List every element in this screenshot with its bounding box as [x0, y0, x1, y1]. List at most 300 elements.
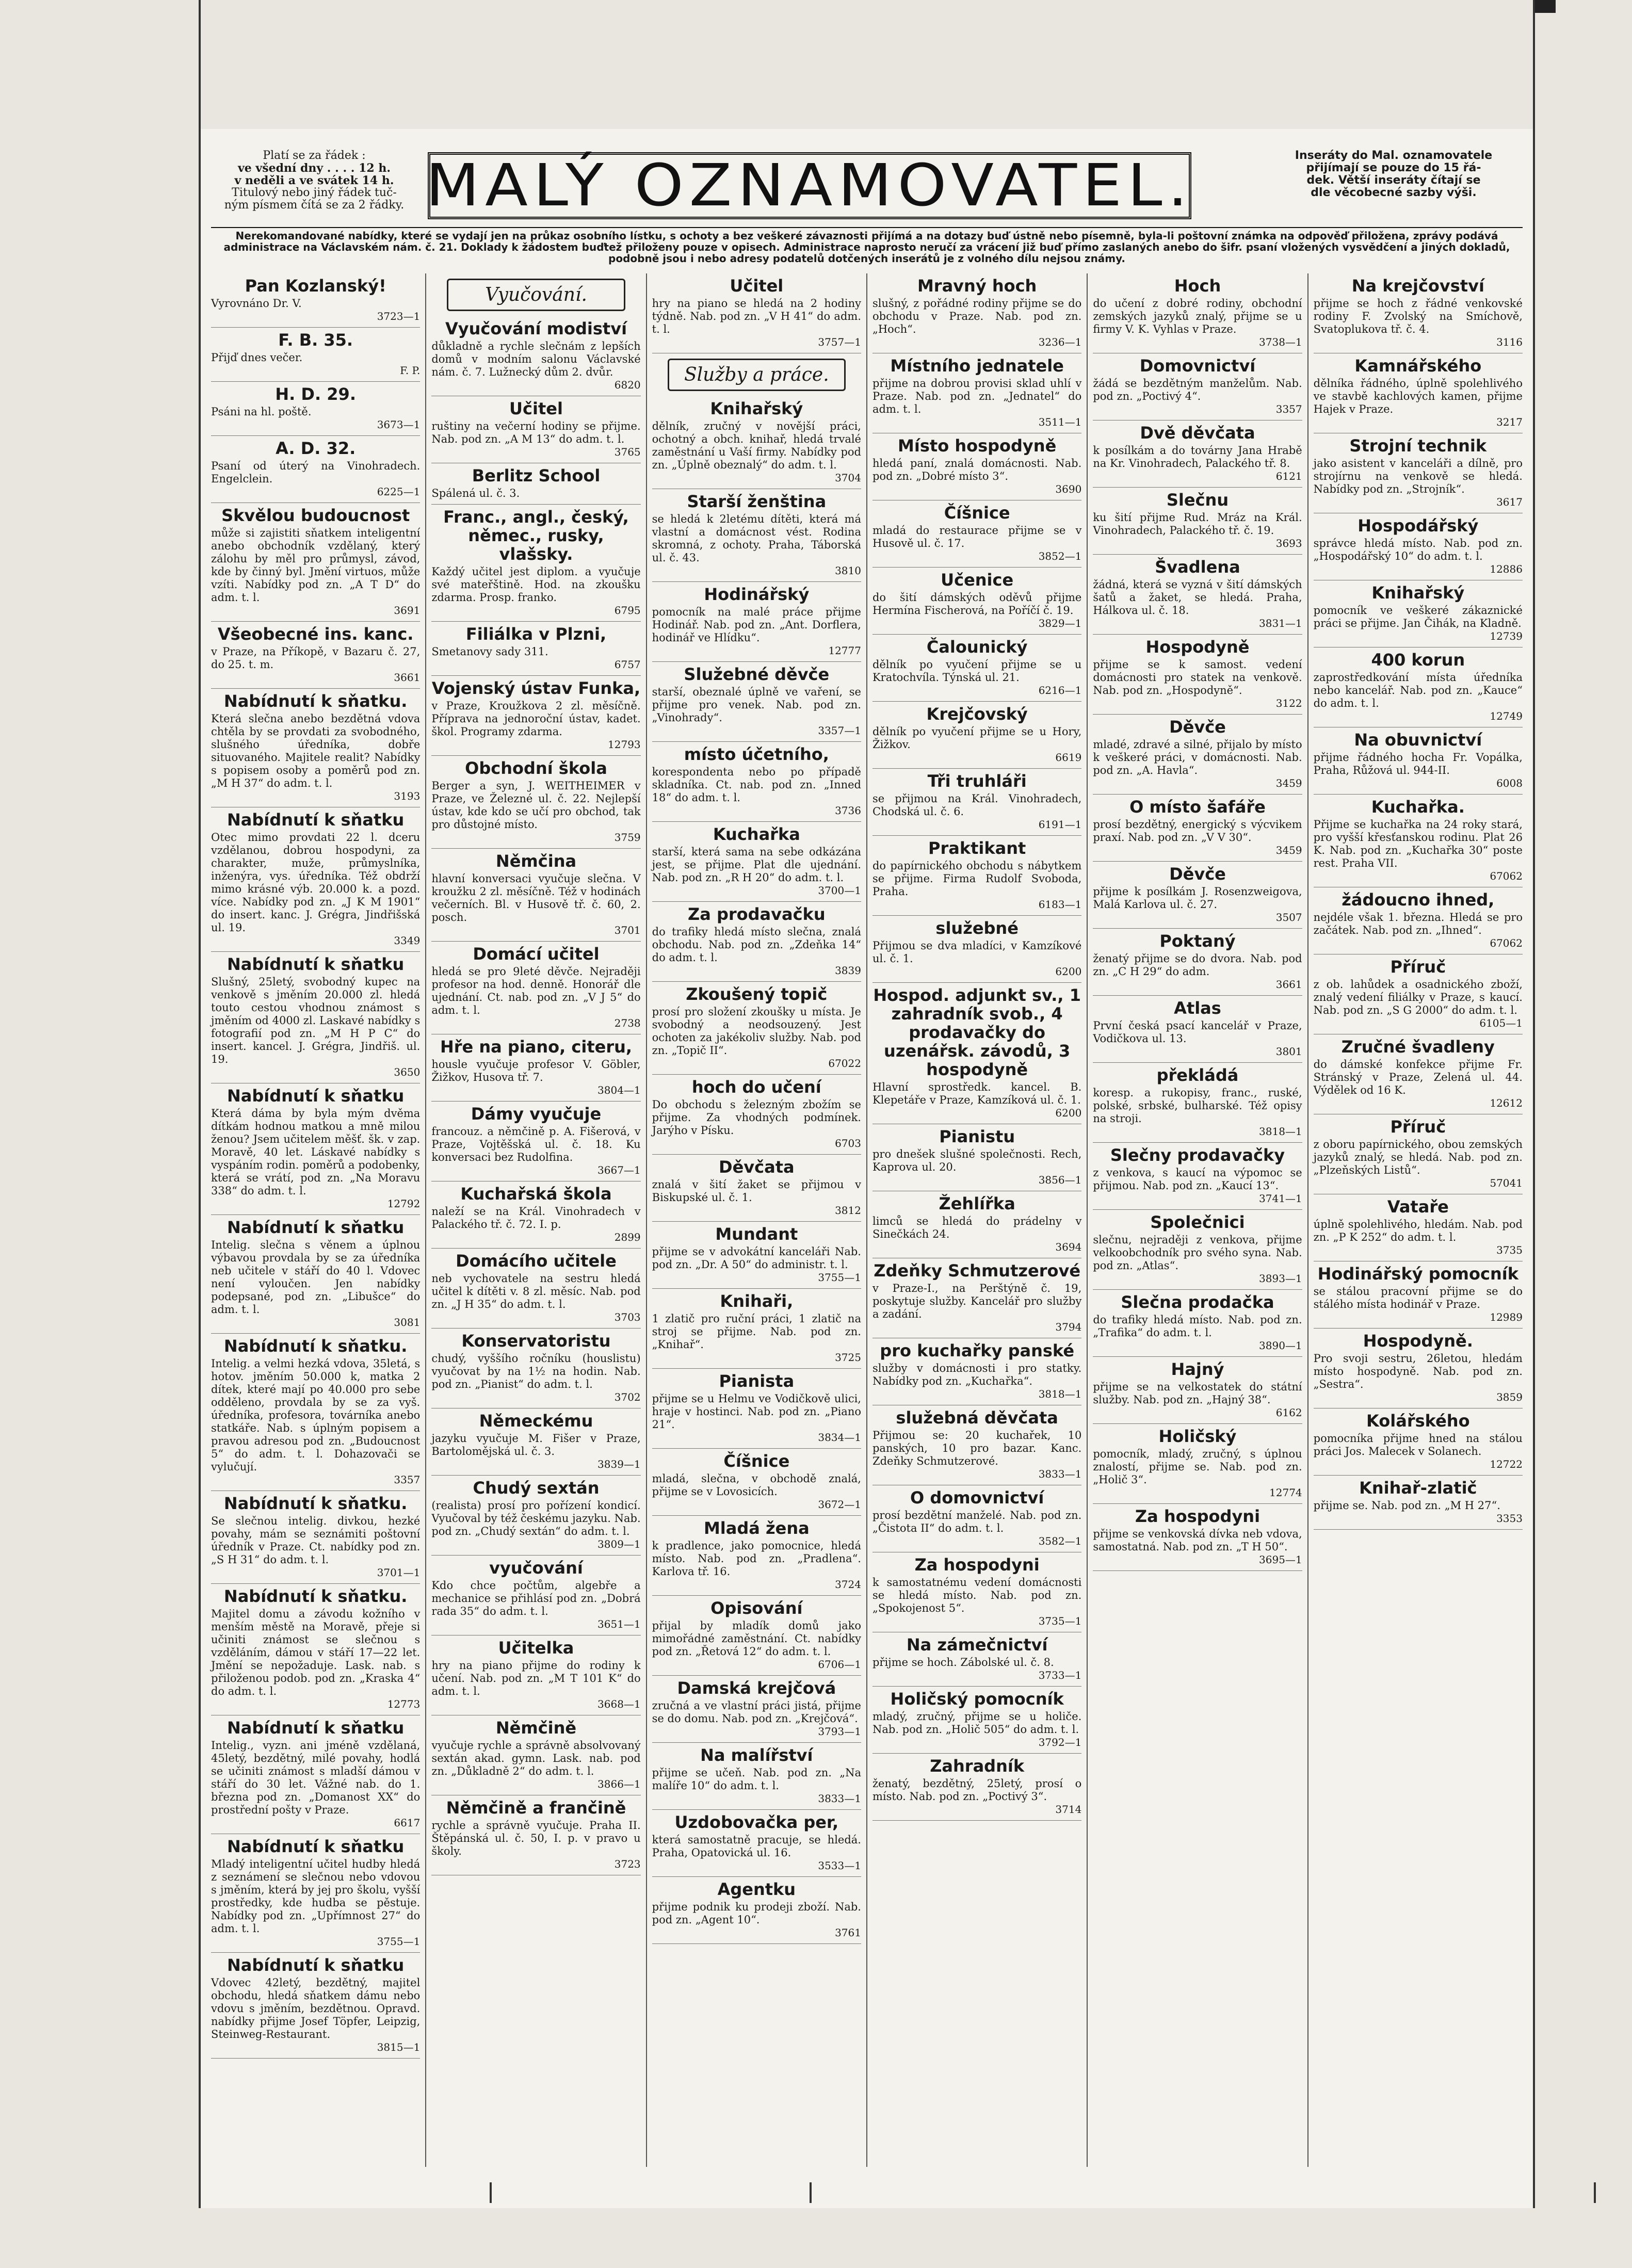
classified-ad [872, 353, 1081, 433]
ad-reference-number: 3818—1 [1259, 1125, 1302, 1138]
ad-heading: Slečna prodačka [1121, 1292, 1274, 1312]
page-title-box [428, 152, 1191, 219]
ad-body: Pro svoji sestru, 26letou, hledám místo hospodyně. Nab. pod zn. „Sestra“. [1313, 1352, 1523, 1390]
classified-ad [652, 489, 861, 582]
ad-heading: Kolářského [1366, 1411, 1470, 1431]
ad-reference-number: 3511—1 [1038, 416, 1082, 428]
ad-reference-number: 3738—1 [1259, 336, 1302, 348]
ad-reference-number: 3723—1 [377, 310, 421, 322]
classified-ad [1314, 273, 1523, 353]
ad-reference-number: 6191—1 [1038, 818, 1082, 831]
ad-body: zručná a ve vlastní práci jistá, přijme se do domu. Nab. pod zn. „Krejčová“. [652, 1699, 861, 1725]
ad-heading: Společnici [1150, 1212, 1245, 1232]
classified-ad [652, 273, 861, 353]
ad-heading: Žehlířka [939, 1194, 1015, 1213]
ad-heading: Zručné švadleny [1341, 1037, 1495, 1057]
ad-heading: vyučování [489, 1558, 583, 1578]
classified-ad [1093, 555, 1302, 635]
ad-body: žádná, která se vyzná v šití dámských šatů a žaket, se hledá. Praha, Hálkova ul. č. 18. [1093, 578, 1302, 617]
classified-ad [652, 1877, 861, 1944]
ad-reference-number: 3810 [835, 564, 861, 577]
ad-body: Intelig., vyzn. ani jméně vzdělaná, 45letý, bezdětný, milé povahy, hodlá se učiniti známost s mladší dámou v stáří do 30 let. Vážné nab. do 1. března pod zn. „Domanost XX“ do prostřední pošty v Praze. [211, 1739, 421, 1816]
classified-ad [1093, 273, 1302, 353]
ad-body: se stálou pracovní přijme se do stálého místa hodinář v Praze. [1313, 1285, 1523, 1310]
ad-heading: Nabídnutí k sňatku [227, 810, 405, 830]
ad-body: do učení z dobré rodiny, obchodní zemských jazyků znalý, přijme se u firmy V. K. Vyhlas v Praze. [1093, 297, 1302, 335]
scan-tick [1594, 2182, 1596, 2203]
ad-heading: Franc., angl., český, němec., rusky, vlašsky. [443, 507, 629, 564]
classified-ad [652, 396, 861, 489]
ad-reference-number: 6706—1 [818, 1658, 861, 1671]
column-2 [426, 273, 647, 2167]
ad-heading: Mladá žena [703, 1518, 810, 1538]
classified-ad [872, 983, 1081, 1124]
classified-ad [1093, 862, 1302, 929]
ad-reference-number: 6121 [1275, 470, 1302, 482]
ad-body: koresp. a rukopisy, franc., ruské, polské, srbské, bulharské. Též opisy na stroji. [1093, 1087, 1302, 1125]
ad-heading: Učenice [941, 570, 1014, 590]
classified-ad [872, 1124, 1081, 1191]
ad-reference-number: 3695—1 [1259, 1553, 1302, 1566]
ad-heading: Na obuvnictví [1354, 730, 1482, 750]
classified-ad [1093, 488, 1302, 555]
ad-reference-number: 12886 [1490, 563, 1523, 575]
ad-body: slečnu, nejraději z venkova, přijme velkoobchodník pro svého syna. Nab. pod zn. „Atlas“. [1093, 1234, 1302, 1272]
ad-reference-number: 12773 [387, 1698, 421, 1710]
ad-heading: Nabídnutí k sňatku [227, 1718, 405, 1738]
ad-heading: Čalounický [926, 637, 1028, 657]
classified-ad [431, 396, 640, 463]
ad-body: housle vyučuje profesor V. Göbler, Žižkov, Husova tř. 7. [431, 1058, 641, 1083]
classified-ad [211, 273, 420, 328]
classified-ad [872, 769, 1081, 836]
ad-heading: Učitel [730, 276, 784, 296]
classified-ad [1314, 954, 1523, 1034]
ad-body: k pradlence, jako pomocnice, hledá místo. Nab. pod zn. „Pradlena“. Karlova tř. 16. [652, 1540, 861, 1578]
ad-heading: Švadlena [1155, 557, 1240, 577]
ad-reference-number: 3704 [835, 472, 861, 484]
ad-body: zaprostředkování místa úředníka nebo kancelář. Nab. pod zn. „Kauce“ do adm. t. l. [1313, 671, 1523, 709]
ad-body: hledá se pro 9leté děvče. Nejraději profesor na hod. denně. Honorář dle ujednání. Ct. nab. pod zn. „V J 5“ do adm. t. l. [431, 965, 641, 1016]
ad-heading: Agentku [717, 1880, 796, 1899]
ad-body: Spálená ul. č. 3. [431, 487, 520, 499]
ad-body: znalá v šití žaket se přijmou v Biskupské ul. č. 1. [652, 1178, 861, 1204]
ad-heading: Příruč [1390, 1117, 1446, 1137]
ad-reference-number: 67062 [1490, 870, 1523, 882]
ad-heading: Nabídnutí k sňatku. [223, 1586, 408, 1606]
ad-body: Přijme se kuchařka na 24 roky stará, pro vyšší křesťanskou rodinu. Plat 26 K. Nab. pod zn. „Kuchařka 30“ poste rest. Praha VII. [1313, 818, 1523, 869]
ad-heading: Filiálka v Plzni, [465, 624, 607, 644]
ad-heading: Slečny prodavačky [1110, 1145, 1285, 1165]
ad-body: Slušný, 25letý, svobodný kupec na venkově s jměním 20.000 zl. hledá touto cestou vhodnou známost s jměním od 4000 zl. Laskavé nabídky s fotografií pod zn. „M H P C“ do insert. kancel. J. Grégra, Jindřiš. ul. 19. [211, 976, 421, 1065]
ad-body: důkladně a rychle slečnám z lepších domů v modním salonu Václavské nám. č. 7. Lužnecký dům 2. dvůr. [431, 340, 641, 378]
ad-reference-number: 6162 [1275, 1406, 1302, 1419]
ad-heading: Místo hospodyně [898, 436, 1057, 456]
ad-reference-number: 3815—1 [377, 2041, 421, 2053]
ad-reference-number: 3801 [1275, 1045, 1302, 1058]
ad-reference-number: 6703 [835, 1137, 861, 1149]
ad-body: služby v domácnosti i pro statky. Nabídky pod zn. „Kuchařka“. [872, 1362, 1082, 1387]
ad-body: nejdéle však 1. března. Hledá se pro začátek. Nab. pod zn. „Ihned“. [1313, 911, 1523, 936]
ad-reference-number: 6200 [1055, 1107, 1082, 1119]
newspaper-page [199, 129, 1535, 2208]
ad-body: do dámské konfekce přijme Fr. Stránský v Praze, Zelená ul. 44. Výdělek od 16 K. [1313, 1058, 1523, 1096]
classified-ad [1093, 929, 1302, 996]
ad-body: hlavní konversaci vyučuje slečna. V kroužku 2 zl. měsíčně. Též v hodinách večerních. Bl. v Husově tř. č. 60, 2. posch. [431, 872, 641, 924]
classified-ad [211, 1715, 420, 1834]
ad-body: jako asistent v kanceláři a dílně, pro strojírnu na venkově se hledá. Nabídky pod zn. „Strojník“. [1313, 457, 1523, 495]
ad-body: Otec mimo provdati 22 l. dceru vzdělanou, dobrou hospodyni, za charakter, muže, průmyslníka, inženýra, vys. úředníka. Též obdrží mimo krásné výb. 20.000 k. a pozd. více. Nabídky pod zn. „J K M 1901“ do insert. kanc. J. Grégra, Jindřišská ul. 19. [211, 831, 421, 934]
ad-reference-number: 3691 [394, 604, 421, 617]
ad-body: Která dáma by byla mým dvěma dítkám hodnou matkou a mně milou ženou? Jsem učitelem měšť. šk. v zap. Moravě, 40 let. Láskavé nabídky s vyspáním rodin. poměrů a podobenky, která se vrátí, pod zn. „Na Moravu 338“ do adm. t. l. [211, 1107, 421, 1197]
classified-ad [872, 1258, 1081, 1338]
ad-reference-number: 6105—1 [1479, 1017, 1523, 1029]
classified-ad [652, 1743, 861, 1810]
classified-ad [652, 662, 861, 742]
ad-body: přijme k posílkám J. Rosenzweigova, Malá Karlova ul. č. 27. [1093, 885, 1302, 911]
classified-ad [872, 836, 1081, 916]
ad-body: Intelig. slečna s věnem a úplnou výbavou provdala by se za úředníka neb učitele v stáří do 40 l. Vdovec není vyloučen. Jen nabídky podepsané, pod zn. „Libušce“ do adm. t. l. [211, 1239, 421, 1316]
pricing-line: v neděli a ve svátek 14 h. [234, 174, 394, 187]
ad-body: přijme se v advokátní kanceláři Nab. pod zn. „Dr. A 50“ do administr. t. l. [652, 1245, 861, 1271]
section-heading: Služby a práce. [668, 359, 846, 391]
classified-ad [431, 1408, 640, 1476]
column-6 [1308, 273, 1528, 2167]
ad-reference-number: 3703 [614, 1311, 641, 1323]
ad-body: k samostatnému vedení domácnosti se hledá místo. Nab. pod zn. „Spokojenost 5“. [872, 1576, 1082, 1614]
ad-body: ženatý přijme se do dvora. Nab. pod zn. „C H 29“ do adm. [1093, 952, 1302, 978]
classified-ad [1314, 1114, 1523, 1194]
ad-reference-number: 3122 [1275, 697, 1302, 709]
classified-ad [431, 505, 640, 622]
ad-heading: Služebné děvče [684, 665, 830, 684]
classified-ad [872, 273, 1081, 353]
classified-ad [431, 1556, 640, 1635]
ad-body: přijme se hoch. Zábolské ul. č. 8. [872, 1656, 1054, 1668]
classified-ad [872, 1191, 1081, 1258]
classified-ad [1093, 1290, 1302, 1357]
ad-reference-number: 3661 [394, 671, 421, 684]
ad-heading: Číšnice [723, 1451, 790, 1471]
ad-heading: Pianistu [939, 1127, 1015, 1146]
classified-ad [431, 756, 640, 849]
classified-ad [431, 1635, 640, 1715]
ad-reference-number: 6820 [614, 379, 641, 391]
classified-ad [1093, 1424, 1302, 1504]
ad-body: v Praze, na Příkopě, v Bazaru č. 27, do 25. t. m. [211, 645, 421, 671]
ad-body: Majitel domu a závodu kožního v menším městě na Moravě, přeje si učiniti známost se slečnou s vzděláním, dámou v stáří 17—22 let. Jmění se nepožaduje. Lask. nab. s přiloženou podob. pod zn. „Kraska 4“ do adm. t. l. [211, 1608, 421, 1697]
ad-body: hledá paní, znalá domácnosti. Nab. pod zn. „Dobré místo 3“. [872, 457, 1082, 482]
administration-note: Nerekomandované nabídky, které se vydají jen na průkaz osobního lístku, s ochoty a bez veškeré závaznosti přijímá a na dotazy buď ústně nebo písemně, byla-li poštovní známka na odpověď přiložena, zprávy podává administrace na Václavském nám. č. 21. Doklady k žádostem buďtež přiloženy pouze v opisech. Administrace naprosto neručí za vrácení již buď přímo zaslaných anebo do šifr. psaní vložených vysvědčení a jiných dokladů, podobně jsou i nebo adresy podatelů dotčených inserátů je z volného dílu nejsou známy. [211, 227, 1523, 264]
ad-reference-number: 3818—1 [1038, 1388, 1082, 1400]
ad-body: Mladý inteligentní učitel hudby hledá z seznámení se slečnou nebo vdovou s jměním, která by jej pro školu, vyšší prostředky, kde hudba se pěstuje. Nabídky pod zn. „Upřímnost 27“ do adm. t. l. [211, 1858, 421, 1935]
classified-ad [652, 1676, 861, 1743]
ad-body: do trafiky hledá místo slečna, znalá obchodu. Nab. pod zn. „Zdeňka 14“ do adm. t. l. [652, 926, 861, 964]
ad-reference-number: 3794 [1055, 1321, 1082, 1333]
ad-body: do papírnického obchodu s nábytkem se přijme. Firma Rudolf Svoboda, Praha. [872, 860, 1082, 898]
classified-ad [652, 1810, 861, 1877]
ad-body: Přijmou se dva mladíci, v Kamzíkové ul. č. 1. [872, 939, 1082, 965]
classified-ad [1093, 1504, 1302, 1571]
classified-ad [652, 1449, 861, 1516]
ad-reference-number: 3741—1 [1259, 1192, 1302, 1205]
ad-body: přijme se. Nab. pod zn. „M H 27“. [1313, 1499, 1500, 1512]
classified-ad [652, 1289, 861, 1369]
ad-reference-number: F. P. [400, 364, 421, 377]
ad-heading: žádoucno ihned, [1342, 890, 1495, 910]
ad-body: se hledá k 2letému dítěti, která má vlastní a domácnost vést. Rodina skromná, z ochoty. Praha, Táborská ul. č. 43. [652, 513, 861, 564]
pricing-line: ným písmem čítá se za 2 řádky. [224, 199, 405, 212]
ad-heading: Holičský [1158, 1427, 1237, 1446]
ad-heading: Nabídnutí k sňatku [227, 1218, 405, 1237]
ad-reference-number: 3236—1 [1038, 336, 1082, 348]
ad-heading: Hajný [1171, 1359, 1224, 1379]
ad-reference-number: 3582—1 [1038, 1535, 1082, 1547]
ad-heading: Pan Kozlanský! [245, 276, 386, 296]
ad-body: v Praze, Kroužkova 2 zl. měsíčně. Příprava na jednoroční ústav, kadet. škol. Programy zdarma. [431, 700, 641, 738]
ad-body: limců se hledá do prádelny v Sinečkách 24. [872, 1215, 1082, 1240]
ad-reference-number: 6617 [394, 1817, 421, 1829]
ad-reference-number: 12777 [828, 644, 861, 657]
ad-heading: Slečnu [1166, 490, 1229, 510]
ad-reference-number: 3701—1 [377, 1566, 421, 1579]
ad-body: dělník, zručný v novější práci, ochotný a obch. knihař, hledá trvalé zaměstnání u Vaší firmy. Nabídky pod zn. „Úplně obeznalý“ do adm. t. l. [652, 420, 861, 471]
ad-body: Psáni na hl. poště. [211, 406, 312, 418]
ad-body: přijme se k samost. vedení domácnosti pro statek na venkově. Nab. pod zn. „Hospodyně“. [1093, 658, 1302, 696]
ad-reference-number: 3804—1 [597, 1084, 641, 1096]
ad-body: z ob. lahůdek a osadnického zboží, znalý vedení filiálky v Praze, s kaucí. Nab. pod zn. „S G 2000“ do adm. t. l. [1313, 978, 1523, 1016]
ad-reference-number: 3890—1 [1259, 1339, 1302, 1352]
ad-body: k posílkám a do továrny Jana Hrabě na Kr. Vinohradech, Palackého tř. 8. [1093, 444, 1302, 469]
ad-heading: Knihařský [1371, 583, 1465, 603]
classified-ad [1314, 1476, 1523, 1530]
ad-heading: Nabídnutí k sňatku. [223, 1336, 408, 1356]
ad-heading: Hodinářský [704, 585, 810, 604]
ad-heading: Damská krejčová [677, 1678, 836, 1698]
ad-heading: Kuchařská škola [460, 1184, 612, 1204]
ad-heading: Tři truhláři [927, 771, 1027, 791]
ad-reference-number: 3617 [1496, 496, 1523, 508]
ad-body: úplně spolehlivého, hledám. Nab. pod zn. „P K 252“ do adm. t. l. [1313, 1218, 1523, 1243]
ad-reference-number: 3839—1 [597, 1458, 641, 1470]
ad-body: do šití dámských oděvů přijme Hermína Fischerová, na Poříčí č. 19. [872, 591, 1082, 617]
classified-ad [1314, 887, 1523, 954]
classified-ad [431, 1795, 640, 1875]
ad-body: prosí bezdětní manželé. Nab. pod zn. „Čistota II“ do adm. t. l. [872, 1509, 1082, 1534]
classified-ad [211, 1215, 420, 1334]
ad-reference-number: 6757 [614, 658, 641, 671]
ad-body: Vyrovnáno Dr. V. [211, 297, 302, 310]
classified-ad [652, 1075, 861, 1155]
ad-reference-number: 67062 [1490, 937, 1523, 949]
ad-heading: Hospodyně. [1363, 1331, 1473, 1351]
ad-heading: Němčina [495, 851, 577, 871]
ad-heading: Dvě děvčata [1140, 423, 1255, 443]
ad-reference-number: 3831—1 [1259, 617, 1302, 629]
ad-body: Do obchodu s železným zbožím se přijme. Za vhodných podmínek. Jarýho v Písku. [652, 1098, 861, 1137]
ad-heading: Za hospodyni [914, 1555, 1040, 1575]
pricing-line: Titulový nebo jiný řádek tuč- [232, 186, 397, 199]
classified-ad [211, 1334, 420, 1491]
ad-heading: Nabídnutí k sňatku. [223, 1494, 408, 1513]
ad-body: Každý učitel jest diplom. a vyučuje své mateřštině. Hod. na zkoušku zdarma. Prosp. franko. [431, 565, 641, 604]
classified-ad [431, 1249, 640, 1329]
ad-body: mladá, slečna, v obchodě znalá, přijme se v Lovosicích. [652, 1472, 861, 1498]
ad-reference-number: 3357 [1275, 403, 1302, 415]
ad-heading: Na zámečnictví [906, 1635, 1048, 1655]
ad-reference-number: 3759 [614, 831, 641, 844]
ad-heading: Kamnářského [1354, 356, 1482, 376]
ad-body: Která slečna anebo bezdětná vdova chtěla by se provdati za svobodného, slušného úředníka, dobře situovaného. Majitele realit? Nabídky s popisem osoby a poměrů pod zn. „M H 37“ do adm. t. l. [211, 712, 421, 789]
classified-columns [206, 273, 1528, 2167]
classified-ad [1314, 795, 1523, 887]
ad-heading: Nabídnutí k sňatku. [223, 691, 408, 711]
ad-body: Psaní od úterý na Vinohradech. Engelclein. [211, 460, 421, 485]
ad-reference-number: 3793—1 [818, 1725, 861, 1738]
ad-heading: Kuchařka. [1371, 797, 1465, 817]
ad-heading: Vojenský ústav Funka, [431, 678, 641, 698]
classified-ad [872, 916, 1081, 983]
ad-reference-number: 12739 [1490, 630, 1523, 642]
ad-body: do trafiky hledá místo. Nab. pod zn. „Trafika“ do adm. t. l. [1093, 1314, 1302, 1339]
classified-ad [872, 1632, 1081, 1687]
ad-reference-number: 3757—1 [818, 336, 861, 348]
ad-heading: Konservatoristu [461, 1331, 611, 1351]
ad-body: chudý, vyššího ročníku (houslistu) vyučovat by na 1½ na hodin. Nab. pod zn. „Pianist“ do adm. t. l. [431, 1352, 641, 1390]
classified-ad [1314, 353, 1523, 433]
ad-reference-number: 12749 [1490, 710, 1523, 722]
classified-ad [1314, 433, 1523, 513]
ad-heading: Poktaný [1159, 931, 1236, 951]
ad-body: Intelig. a velmi hezká vdova, 35letá, s hotov. jměním 50.000 k, matka 2 dítek, které mají po 40.000 pro sebe odděleno, provdala by se za vyš. úředníka, profesora, továrníka anebo statkáře. Nab. s úplným popisem a pravou adresou pod zn. „Budoucnost 5“ do adm. t. l. Dohazovači se vylučují. [211, 1357, 421, 1473]
ad-body: dělník po vyučení přijme se u Kratochvíla. Týnská ul. 21. [872, 658, 1082, 684]
ad-body: Hlavní sprostředk. kancel. B. Klepetáře v Praze, Kamzíková ul. č. 1. [872, 1081, 1082, 1106]
ad-body: pomocník, mladý, zručný, s úplnou znalostí, přijme se. Nab. pod zn. „Holič 3“. [1093, 1448, 1302, 1486]
ad-heading: Na krejčovství [1351, 276, 1484, 296]
ad-reference-number: 3673—1 [377, 418, 421, 431]
section-heading: Vyučování. [447, 279, 625, 311]
ad-reference-number: 3735—1 [1038, 1615, 1082, 1627]
ad-body: přijme se hoch z řádné venkovské rodiny F. Zvolský na Smíchově, Svatoplukova tř. č. 4. [1313, 297, 1523, 335]
ad-heading: Dámy vyučuje [471, 1104, 602, 1124]
rule-line: dle věcobecné sazby výši. [1311, 186, 1477, 199]
ad-heading: Krejčovský [926, 704, 1028, 724]
ad-heading: Hoch [1174, 276, 1221, 296]
classified-ad [431, 1034, 640, 1101]
ad-body: neb vychovatele na sestru hledá učitel k dítěti v. 8 zl. měsíc. Nab. pod zn. „J H 35“ do adm. t. l. [431, 1272, 641, 1310]
ad-reference-number: 3735 [1496, 1244, 1523, 1256]
classified-ad [1093, 420, 1302, 488]
ad-reference-number: 3829—1 [1038, 617, 1082, 629]
column-5 [1088, 273, 1308, 2167]
classified-ad [431, 1181, 640, 1249]
ad-reference-number: 3672—1 [818, 1498, 861, 1511]
ad-reference-number: 3217 [1496, 416, 1523, 428]
classified-ad [211, 1953, 420, 2059]
ad-heading: Nabídnutí k sňatku [227, 1955, 405, 1975]
ad-heading: Pianista [719, 1371, 795, 1391]
classified-ad [211, 436, 420, 503]
classified-ad [652, 1369, 861, 1449]
ad-heading: Hospod. adjunkt sv., 1 zahradník svob., 4 prodavačky do uzenářsk. závodů, 3 hospodyně [873, 985, 1081, 1079]
ad-reference-number: 12774 [1269, 1486, 1302, 1499]
classified-ad [431, 1329, 640, 1408]
ad-body: prosí pro složení zkoušky u místa. Je svobodný a neodsouzený. Jest ochoten za jakékoliv služby. Nab. pod zn. „Topič II“. [652, 1006, 861, 1057]
ad-heading: Mravný hoch [917, 276, 1037, 296]
ad-reference-number: 3650 [394, 1066, 421, 1078]
ad-reference-number: 6216—1 [1038, 684, 1082, 696]
ad-reference-number: 3459 [1275, 844, 1302, 856]
ad-reference-number: 3725 [835, 1351, 861, 1364]
ad-body: správce hledá místo. Nab. pod zn. „Hospodářský 10“ do adm. t. l. [1313, 537, 1523, 562]
classified-ad [431, 849, 640, 942]
ad-reference-number: 3667—1 [597, 1164, 641, 1176]
ad-heading: Místního jednatele [890, 356, 1064, 376]
classified-ad [211, 689, 420, 807]
ad-heading: Příruč [1390, 957, 1446, 977]
ad-body: hry na piano se hledá na 2 hodiny týdně. Nab. pod zn. „V H 41“ do adm. t. l. [652, 297, 861, 335]
classified-ad [1314, 580, 1523, 647]
ad-body: naleží se na Král. Vinohradech v Palackého tř. č. 72. I. p. [431, 1205, 641, 1230]
ad-body: pomocníka přijme hned na stálou práci Jos. Malecek v Solanech. [1313, 1432, 1523, 1457]
ad-heading: Strojní technik [1349, 436, 1487, 456]
ad-body: prosí bezdětný, energický s výcvikem praxí. Nab. pod zn. „V V 30“. [1093, 818, 1302, 844]
ad-reference-number: 3651—1 [597, 1618, 641, 1630]
ad-body: z venkova, s kaucí na výpomoc se přijmou. Nab. pod zn. „Kaucí 13“. [1093, 1167, 1302, 1192]
classified-ad [652, 1596, 861, 1676]
column-4 [867, 273, 1088, 2167]
ad-reference-number: 3833—1 [1038, 1468, 1082, 1480]
pricing-box [211, 150, 417, 227]
ad-heading: Kuchařka [713, 824, 800, 844]
ad-body: mladý, zručný, přijme se u holiče. Nab. pod zn. „Holič 505“ do adm. t. l. [872, 1710, 1082, 1736]
ad-reference-number: 3193 [394, 790, 421, 802]
classified-ad [431, 1476, 640, 1556]
ad-reference-number: 6225—1 [377, 485, 421, 498]
ad-heading: Opisování [710, 1598, 803, 1618]
classified-ad [1314, 1034, 1523, 1114]
classified-ad [211, 952, 420, 1083]
rule-line: dek. Větší inseráty čítají se [1306, 174, 1481, 187]
ad-heading: Zahradník [930, 1756, 1025, 1776]
classified-ad [1314, 1261, 1523, 1329]
ad-reference-number: 3357 [394, 1473, 421, 1486]
ad-heading: Atlas [1174, 998, 1221, 1018]
ad-heading: Němčině [495, 1718, 577, 1738]
classified-ad [872, 1405, 1081, 1485]
ad-heading: Domácího učitele [456, 1251, 617, 1271]
classified-ad [1093, 635, 1302, 715]
ad-body: rychle a správně vyučuje. Praha II. Štěpánská ul. č. 50, I. p. v pravo u školy. [431, 1819, 641, 1857]
ad-heading: H. D. 29. [275, 384, 356, 404]
ad-reference-number: 6619 [1055, 751, 1082, 764]
ad-heading: Praktikant [928, 838, 1026, 858]
ad-heading: Za hospodyni [1135, 1506, 1261, 1526]
classified-ad [1093, 1143, 1302, 1210]
ad-heading: překládá [1156, 1065, 1239, 1085]
ad-body: přijme se na velkostatek do státní služby. Nab. pod zn. „Hajný 38“. [1093, 1381, 1302, 1406]
page-title: MALÝ OZNAMOVATEL. [426, 152, 1193, 219]
classified-ad [652, 742, 861, 822]
ad-body: francouz. a němčině p. A. Fišerová, v Praze, Vojtěšská ul. č. 18. Ku konversaci bez Rudolfina. [431, 1125, 641, 1163]
classified-ad [431, 316, 640, 396]
ad-body: hry na piano přijme do rodiny k učení. Nab. pod zn. „M T 101 K“ do adm. t. l. [431, 1659, 641, 1697]
ad-reference-number: 3736 [835, 804, 861, 817]
ad-heading: služebné [935, 918, 1019, 938]
ad-body: 1 zlatič pro ruční práci, 1 zlatič na stroj se přijme. Nab. pod zn. „Knihař“. [652, 1313, 861, 1351]
ad-body: jazyku vyučuje M. Fišer v Praze, Bartolomějská ul. č. 3. [431, 1432, 641, 1457]
ad-reference-number: 3839 [835, 964, 861, 977]
